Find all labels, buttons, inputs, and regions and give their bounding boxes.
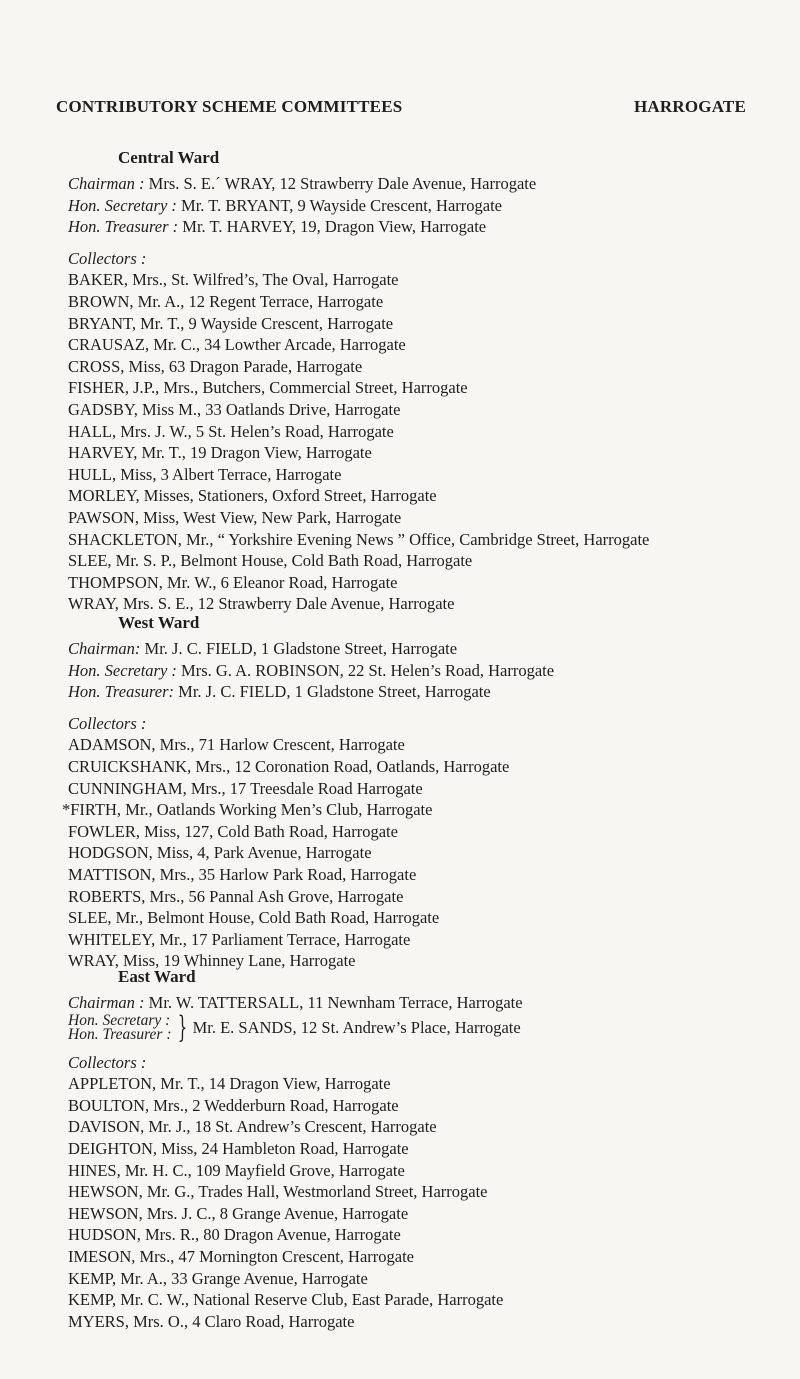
list-item: IMESON, Mrs., 47 Mornington Crescent, Harrogate	[68, 1246, 414, 1266]
header-location: HARROGATE	[634, 97, 746, 116]
list-item: *FIRTH, Mr., Oatlands Working Men’s Club, Harrogate	[62, 800, 433, 820]
central-chairman: Chairman : Mrs. S. E.´ WRAY, 12 Strawberry Dale Avenue, Harrogate	[68, 174, 537, 193]
west-chairman: Chairman: Mr. J. C. FIELD, 1 Gladstone Street, Harrogate	[68, 639, 458, 658]
list-item: WHITELEY, Mr., 17 Parliament Terrace, Harrogate	[68, 929, 411, 949]
west-ward-title: West Ward	[118, 613, 200, 632]
west-secretary: Hon. Secretary : Mrs. G. A. ROBINSON, 22 St. Helen’s Road, Harrogate	[68, 660, 555, 680]
list-item: GADSBY, Miss M., 33 Oatlands Drive, Harrogate	[68, 399, 401, 419]
list-item: CROSS, Miss, 63 Dragon Parade, Harrogate	[68, 356, 363, 376]
list-item: CUNNINGHAM, Mrs., 17 Treesdale Road Harrogate	[68, 778, 423, 798]
list-item: HULL, Miss, 3 Albert Terrace, Harrogate	[68, 464, 342, 484]
west-ward-section	[62, 612, 788, 972]
east-ward-section	[68, 966, 788, 1332]
list-item: HEWSON, Mr. G., Trades Hall, Westmorland Street, Harrogate	[68, 1182, 488, 1202]
central-secretary: Hon. Secretary : Mr. T. BRYANT, 9 Wayside Crescent, Harrogate	[68, 195, 503, 215]
east-secretary-treasurer	[68, 1009, 788, 1045]
list-item: ADAMSON, Mrs., 71 Harlow Crescent, Harrogate	[68, 735, 405, 755]
list-item: MYERS, Mrs. O., 4 Claro Road, Harrogate	[68, 1311, 355, 1331]
east-joint-value: Mr. E. SANDS, 12 St. Andrew’s Place, Harrogate	[192, 1017, 521, 1037]
list-item: SHACKLETON, Mr., “ Yorkshire Evening News ” Office, Cambridge Street, Harrogate	[68, 529, 650, 549]
list-item: HINES, Mr. H. C., 109 Mayfield Grove, Harrogate	[68, 1160, 405, 1180]
east-collectors-label: Collectors :	[68, 1052, 147, 1072]
page-header	[56, 97, 746, 125]
header-title: CONTRIBUTORY SCHEME COMMITTEES	[56, 97, 403, 116]
list-item: DEIGHTON, Miss, 24 Hambleton Road, Harrogate	[68, 1138, 409, 1158]
list-item: WRAY, Miss, 19 Whinney Lane, Harrogate	[68, 951, 356, 971]
list-item: KEMP, Mr. C. W., National Reserve Club, East Parade, Harrogate	[68, 1290, 504, 1310]
list-item: MATTISON, Mrs., 35 Harlow Park Road, Harrogate	[68, 864, 417, 884]
east-chairman: Chairman : Mr. W. TATTERSALL, 11 Newnham Terrace, Harrogate	[68, 993, 523, 1012]
list-item: KEMP, Mr. A., 33 Grange Avenue, Harrogate	[68, 1268, 368, 1288]
list-item: CRUICKSHANK, Mrs., 12 Coronation Road, Oatlands, Harrogate	[68, 756, 510, 776]
list-item: DAVISON, Mr. J., 18 St. Andrew’s Crescent, Harrogate	[68, 1117, 437, 1137]
central-ward-section	[68, 147, 788, 615]
list-item: FOWLER, Miss, 127, Cold Bath Road, Harrogate	[68, 821, 398, 841]
central-treasurer: Hon. Treasurer : Mr. T. HARVEY, 19, Dragon View, Harrogate	[68, 217, 487, 237]
list-item: BAKER, Mrs., St. Wilfred’s, The Oval, Harrogate	[68, 270, 399, 290]
list-item: ROBERTS, Mrs., 56 Pannal Ash Grove, Harrogate	[68, 886, 404, 906]
list-item: BOULTON, Mrs., 2 Wedderburn Road, Harrogate	[68, 1095, 399, 1115]
list-item: HODGSON, Miss, 4, Park Avenue, Harrogate	[68, 843, 372, 863]
list-item: HEWSON, Mrs. J. C., 8 Grange Avenue, Harrogate	[68, 1203, 409, 1223]
list-item: WRAY, Mrs. S. E., 12 Strawberry Dale Avenue, Harrogate	[68, 594, 455, 614]
list-item: SLEE, Mr., Belmont House, Cold Bath Road, Harrogate	[68, 908, 440, 928]
east-joint-roles: Hon. Secretary : Hon. Treasurer :	[68, 1011, 172, 1043]
list-item: PAWSON, Miss, West View, New Park, Harrogate	[68, 507, 402, 527]
list-item: APPLETON, Mr. T., 14 Dragon View, Harrogate	[68, 1074, 391, 1094]
list-item: FISHER, J.P., Mrs., Butchers, Commercial Street, Harrogate	[68, 378, 468, 398]
list-item: BROWN, Mr. A., 12 Regent Terrace, Harrogate	[68, 291, 384, 311]
list-item: MORLEY, Misses, Stationers, Oxford Street, Harrogate	[68, 486, 437, 506]
list-item: THOMPSON, Mr. W., 6 Eleanor Road, Harrogate	[68, 572, 398, 592]
west-collectors-label: Collectors :	[68, 713, 147, 733]
west-treasurer: Hon. Treasurer: Mr. J. C. FIELD, 1 Gladstone Street, Harrogate	[68, 682, 491, 702]
list-item: BRYANT, Mr. T., 9 Wayside Crescent, Harrogate	[68, 313, 394, 333]
east-ward-title: East Ward	[118, 967, 196, 986]
list-item: HARVEY, Mr. T., 19 Dragon View, Harrogate	[68, 443, 372, 463]
central-collectors-label: Collectors :	[68, 248, 147, 268]
central-ward-title: Central Ward	[118, 148, 220, 167]
list-item: HALL, Mrs. J. W., 5 St. Helen’s Road, Harrogate	[68, 421, 394, 441]
list-item: HUDSON, Mrs. R., 80 Dragon Avenue, Harrogate	[68, 1225, 401, 1245]
list-item: SLEE, Mr. S. P., Belmont House, Cold Bath Road, Harrogate	[68, 551, 473, 571]
list-item: CRAUSAZ, Mr. C., 34 Lowther Arcade, Harrogate	[68, 335, 406, 355]
brace-icon: }	[178, 1009, 188, 1045]
